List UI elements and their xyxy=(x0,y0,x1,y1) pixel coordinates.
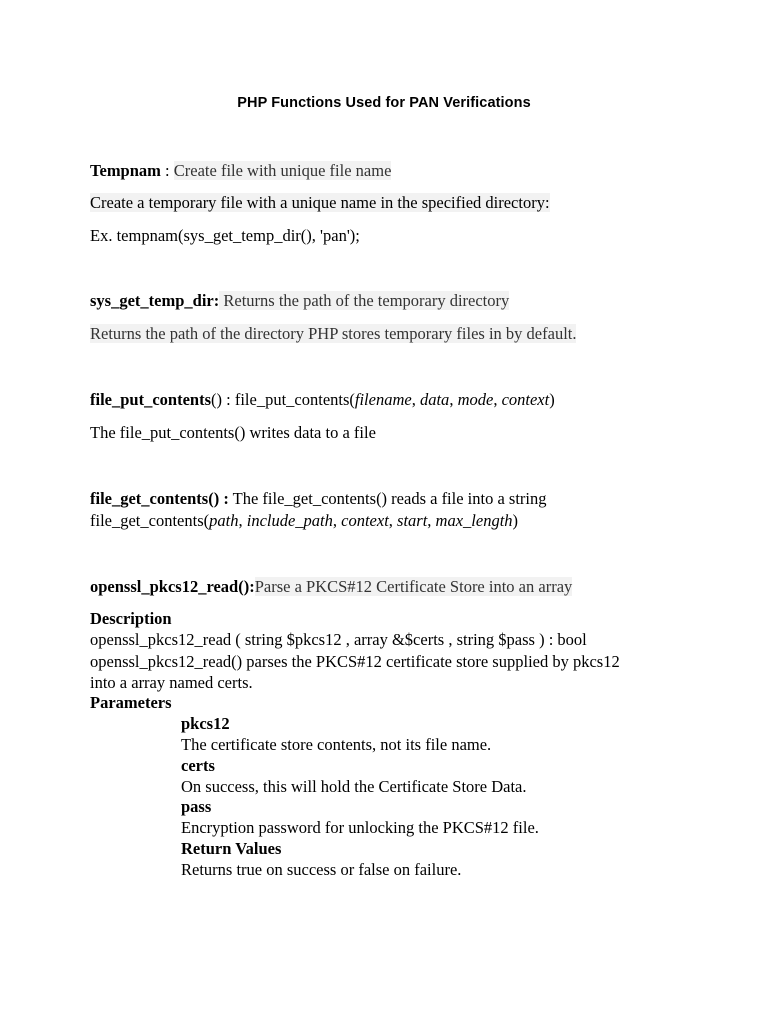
param-pass-desc: Encryption password for unlocking the PKCS#12 file. xyxy=(181,818,539,837)
param-mode: mode xyxy=(457,390,494,409)
param-max-length: max_length xyxy=(435,511,513,530)
tempnam-example: Ex. tempnam(sys_get_temp_dir(), 'pan'); xyxy=(90,226,360,245)
comma: , xyxy=(411,390,420,409)
comma: , xyxy=(427,511,436,530)
comma: , xyxy=(493,390,502,409)
file-get-contents-sig-prefix: file_get_contents( xyxy=(90,511,210,530)
return-values-heading: Return Values xyxy=(181,839,282,858)
param-filename: filename xyxy=(354,390,412,409)
openssl-description-line-1: openssl_pkcs12_read() parses the PKCS#12 certificate store supplied by pkcs12 xyxy=(90,652,620,671)
tempnam-description-text: Create a temporary file with a unique name in the specified directory: xyxy=(90,193,550,212)
comma: , xyxy=(449,390,458,409)
close-paren: ) xyxy=(512,511,519,530)
file-put-contents-heading xyxy=(90,390,555,410)
file-put-contents-parens: () xyxy=(211,390,222,409)
file-get-contents-summary: The file_get_contents() reads a file into a string xyxy=(228,489,547,508)
tempnam-description xyxy=(90,193,550,213)
sys-get-temp-dir-description-text: Returns the path of the directory PHP stores temporary files in by default. xyxy=(90,324,577,343)
param-certs-desc: On success, this will hold the Certificate Store Data. xyxy=(181,777,527,796)
file-put-contents-sig-prefix: : file_put_contents( xyxy=(222,390,355,409)
param-context: context xyxy=(501,390,550,409)
close-paren: ) xyxy=(549,390,555,409)
tempnam-heading xyxy=(90,161,391,181)
comma: , xyxy=(388,511,398,530)
param-pkcs12-desc: The certificate store contents, not its file name. xyxy=(181,735,492,754)
file-get-contents-name: file_get_contents() : xyxy=(90,489,229,508)
file-get-contents-signature xyxy=(90,511,518,531)
sys-get-temp-dir-summary: Returns the path of the temporary directory xyxy=(219,291,510,310)
sys-get-temp-dir-heading xyxy=(90,291,509,311)
openssl-heading xyxy=(90,577,572,597)
return-values-desc: Returns true on success or false on failure. xyxy=(181,860,462,879)
param-pkcs12-name: pkcs12 xyxy=(181,714,230,733)
param-certs-name: certs xyxy=(181,756,215,775)
sys-get-temp-dir-description xyxy=(90,324,576,344)
openssl-description-line-2: into a array named certs. xyxy=(90,673,253,692)
comma: , xyxy=(332,511,342,530)
file-put-contents-description: The file_put_contents() writes data to a file xyxy=(90,423,376,442)
openssl-name: openssl_pkcs12_read(): xyxy=(90,577,255,596)
sys-get-temp-dir-name: sys_get_temp_dir: xyxy=(90,291,220,310)
page-title: PHP Functions Used for PAN Verifications xyxy=(237,95,531,111)
param-start: start xyxy=(397,511,428,530)
param-context: context xyxy=(341,511,389,530)
tempnam-summary: Create file with unique file name xyxy=(173,161,392,180)
openssl-signature: openssl_pkcs12_read ( string $pkcs12 , array &$certs , string $pass ) : bool xyxy=(90,630,587,649)
comma: , xyxy=(238,511,247,530)
tempnam-name: Tempnam xyxy=(90,161,161,180)
parameters-heading: Parameters xyxy=(90,693,172,712)
param-pass-name: pass xyxy=(181,797,212,816)
param-path: path xyxy=(209,511,239,530)
file-put-contents-name: file_put_contents xyxy=(90,390,211,409)
openssl-summary: Parse a PKCS#12 Certificate Store into an array xyxy=(254,577,573,596)
description-heading: Description xyxy=(90,609,172,628)
tempnam-separator: : xyxy=(160,161,174,180)
file-get-contents-heading xyxy=(90,489,547,509)
param-include-path: include_path xyxy=(246,511,333,530)
param-data: data xyxy=(419,390,450,409)
